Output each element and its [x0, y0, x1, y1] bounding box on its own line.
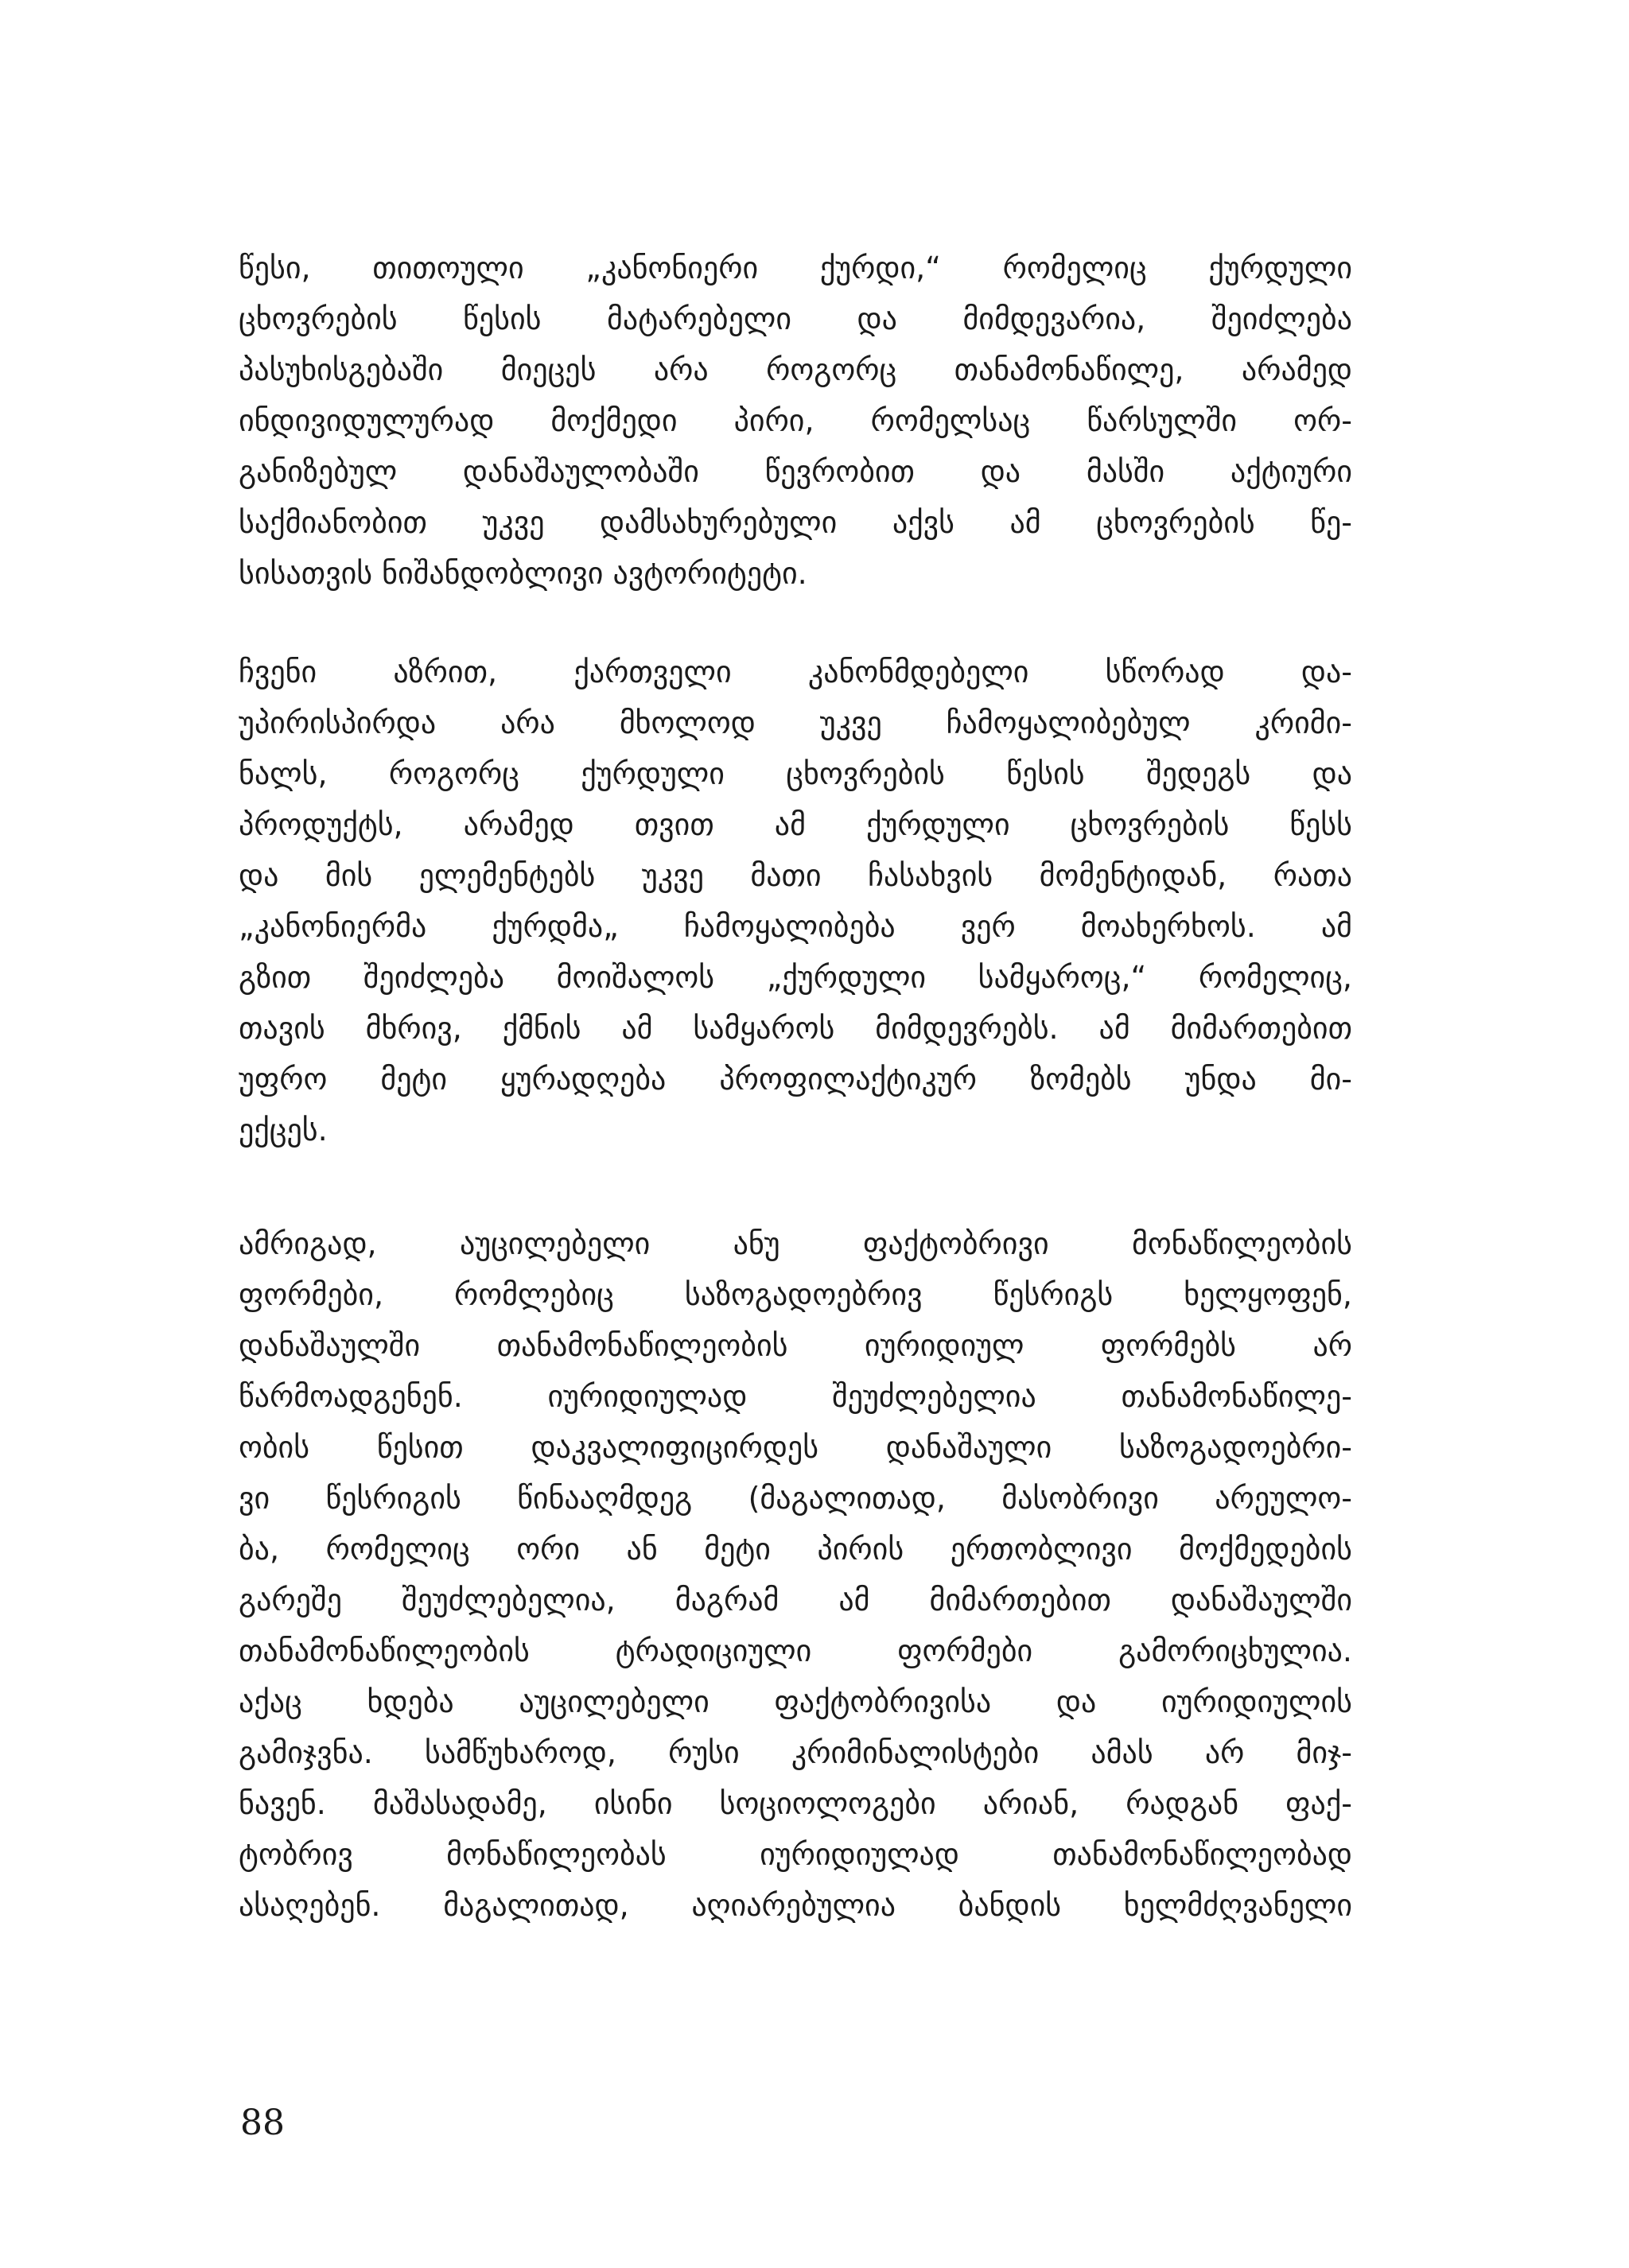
text-line: ჩვენი აზრით, ქართველი კანონმდებელი სწორად და- — [239, 654, 1352, 689]
text-line: ფორმები, რომლებიც საზოგადოებრივ წესრიგს ხელყოფენ, — [239, 1277, 1352, 1312]
text-line: თანამონაწილეობის ტრადიციული ფორმები გამორიცხულია. — [239, 1633, 1352, 1668]
text-line: ვი წესრიგის წინააღმდეგ (მაგალითად, მასობრივი არეულო- — [239, 1481, 1352, 1516]
text-line: უპირისპირდა არა მხოლოდ უკვე ჩამოყალიბებულ კრიმი- — [239, 705, 1352, 740]
text-line: პროდუქტს, არამედ თვით ამ ქურდული ცხოვრების წესს — [239, 807, 1352, 842]
text-line: სისათვის ნიშანდობლივი ავტორიტეტი. — [239, 556, 807, 591]
text-line: ტობრივ მონაწილეობას იურიდიულად თანამონაწილეობად — [239, 1837, 1352, 1872]
text-line: ასაღებენ. მაგალითად, აღიარებულია ბანდის ხელმძღვანელი — [239, 1888, 1352, 1923]
text-line: ექცეს. — [239, 1113, 328, 1148]
text-line: წარმოადგენენ. იურიდიულად შეუძლებელია თანამონაწილე- — [239, 1379, 1352, 1414]
paragraph — [239, 647, 1352, 1155]
text-line: საქმიანობით უკვე დამსახურებული აქვს ამ ცხოვრების წე- — [239, 505, 1352, 540]
text-line: და მის ელემენტებს უკვე მათი ჩასახვის მომენტიდან, რათა — [239, 858, 1352, 893]
text-line: უფრო მეტი ყურადღება პროფილაქტიკურ ზომებს უნდა მი- — [239, 1062, 1352, 1097]
text-line: დანაშაულში თანამონაწილეობის იურიდიულ ფორმებს არ — [239, 1328, 1352, 1363]
text-line: განიზებულ დანაშაულობაში წევრობით და მასში აქტიური — [239, 454, 1352, 489]
text-line: „კანონიერმა ქურდმა„ ჩამოყალიბება ვერ მოახერხოს. ამ — [239, 909, 1352, 944]
text-line: აქაც ხდება აუცილებელი ფაქტობრივისა და იურიდიულის — [239, 1684, 1352, 1719]
text-line: ნავენ. მაშასადამე, ისინი სოციოლოგები არიან, რადგან ფაქ- — [239, 1786, 1352, 1821]
text-line: გზით შეიძლება მოიშალოს „ქურდული სამყაროც,“ რომელიც, — [239, 960, 1352, 995]
text-line: გამიჯვნა. სამწუხაროდ, რუსი კრიმინალისტები ამას არ მიჯ- — [239, 1735, 1352, 1770]
text-line: ამრიგად, აუცილებელი ანუ ფაქტობრივი მონაწილეობის — [239, 1226, 1352, 1261]
paragraph — [239, 243, 1352, 599]
paragraph — [239, 1218, 1352, 1931]
text-line: ცხოვრების წესის მატარებელი და მიმდევარია, შეიძლება — [239, 301, 1352, 336]
text-line: ობის წესით დაკვალიფიცირდეს დანაშაული საზოგადოებრი- — [239, 1430, 1352, 1465]
text-line: პასუხისგებაში მიეცეს არა როგორც თანამონაწილე, არამედ — [239, 352, 1352, 387]
text-line: ინდივიდულურად მოქმედი პირი, რომელსაც წარსულში ორ- — [239, 403, 1352, 438]
text-line: თავის მხრივ, ქმნის ამ სამყაროს მიმდევრებს. ამ მიმართებით — [239, 1011, 1352, 1046]
text-line: ბა, რომელიც ორი ან მეტი პირის ერთობლივი მოქმედების — [239, 1532, 1352, 1567]
text-line: გარეშე შეუძლებელია, მაგრამ ამ მიმართებით დანაშაულში — [239, 1583, 1352, 1618]
text-line: ნალს, როგორც ქურდული ცხოვრების წესის შედეგს და — [239, 756, 1352, 791]
page-number: 88 — [240, 2103, 285, 2143]
text-line: წესი, თითოული „კანონიერი ქურდი,“ რომელიც ქურდული — [239, 250, 1352, 285]
